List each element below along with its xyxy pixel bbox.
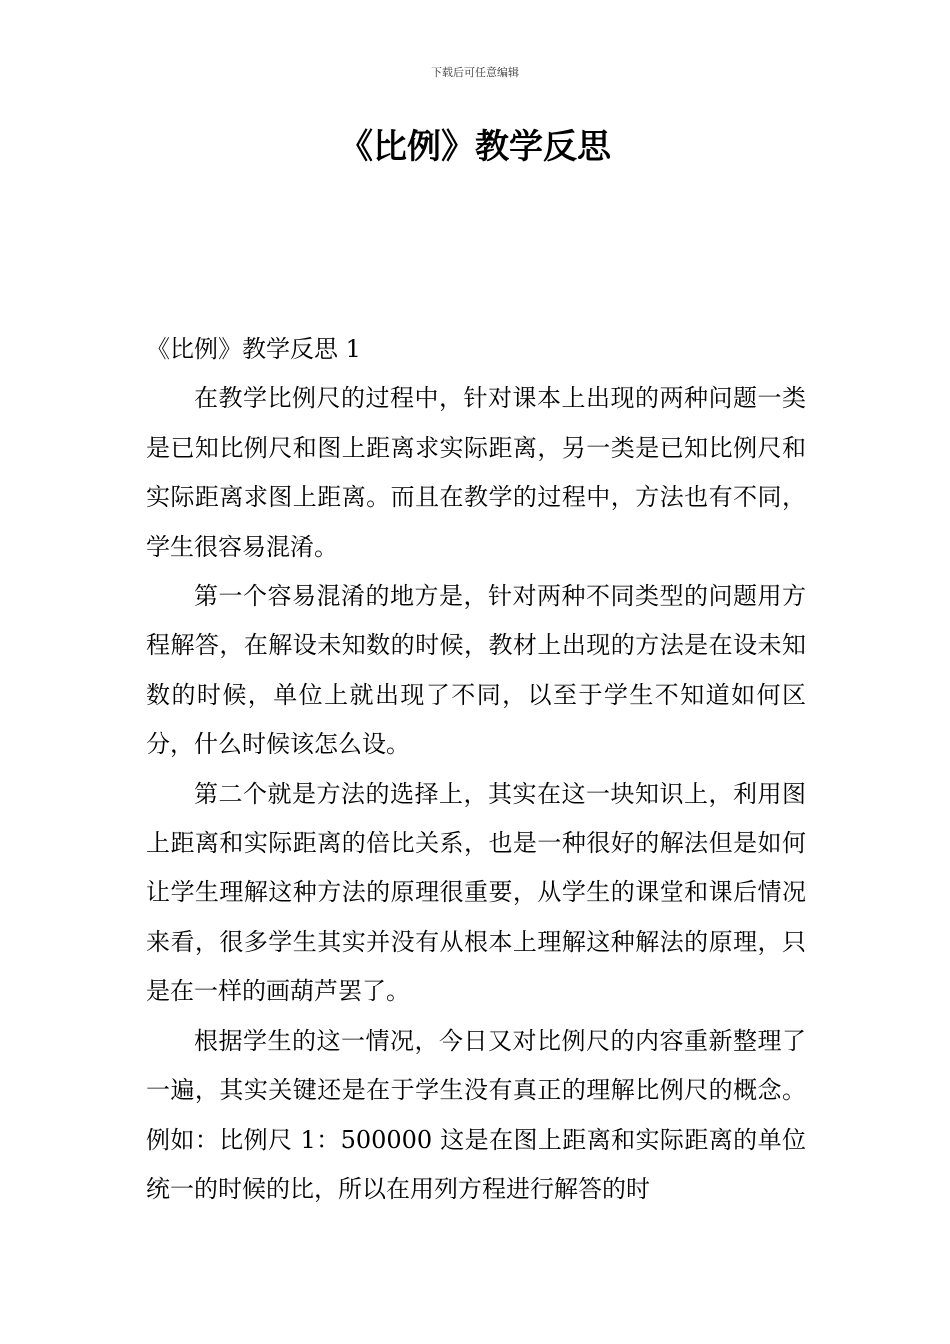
document-title: 《比例》教学反思 [339, 127, 611, 167]
paragraph-3: 第二个就是方法的选择上，其实在这一块知识上，利用图上距离和实际距离的倍比关系，也是一种很好的解法但是如何让学生理解这种方法的原理很重要，从学生的课堂和课后情况来看，很多学生其实并没有从根本上理解这种解法的原理，只是在一样的画葫芦罢了。 [146, 779, 806, 1006]
paragraph-1: 在教学比例尺的过程中，针对课本上出现的两种问题一类是已知比例尺和图上距离求实际距离，另一类是已知比例尺和实际距离求图上距离。而且在教学的过程中，方法也有不同，学生很容易混淆。 [146, 384, 806, 561]
paragraph-2: 第一个容易混淆的地方是，针对两种不同类型的问题用方程解答，在解设未知数的时候，教材上出现的方法是在设未知数的时候，单位上就出现了不同，以至于学生不知道如何区分，什么时候该怎么设。 [146, 582, 806, 759]
header-note: 下载后可任意编辑 [431, 66, 519, 79]
section-heading: 《比例》教学反思 1 [146, 335, 361, 363]
paragraph-4: 根据学生的这一情况，今日又对比例尺的内容重新整理了一遍，其实关键还是在于学生没有真正的理解比例尺的概念。例如：比例尺 1：500000 这是在图上距离和实际距离的单位统一的时候的比，所以在用列方程进行解答的时 [146, 1026, 806, 1203]
document-body [146, 325, 806, 1214]
